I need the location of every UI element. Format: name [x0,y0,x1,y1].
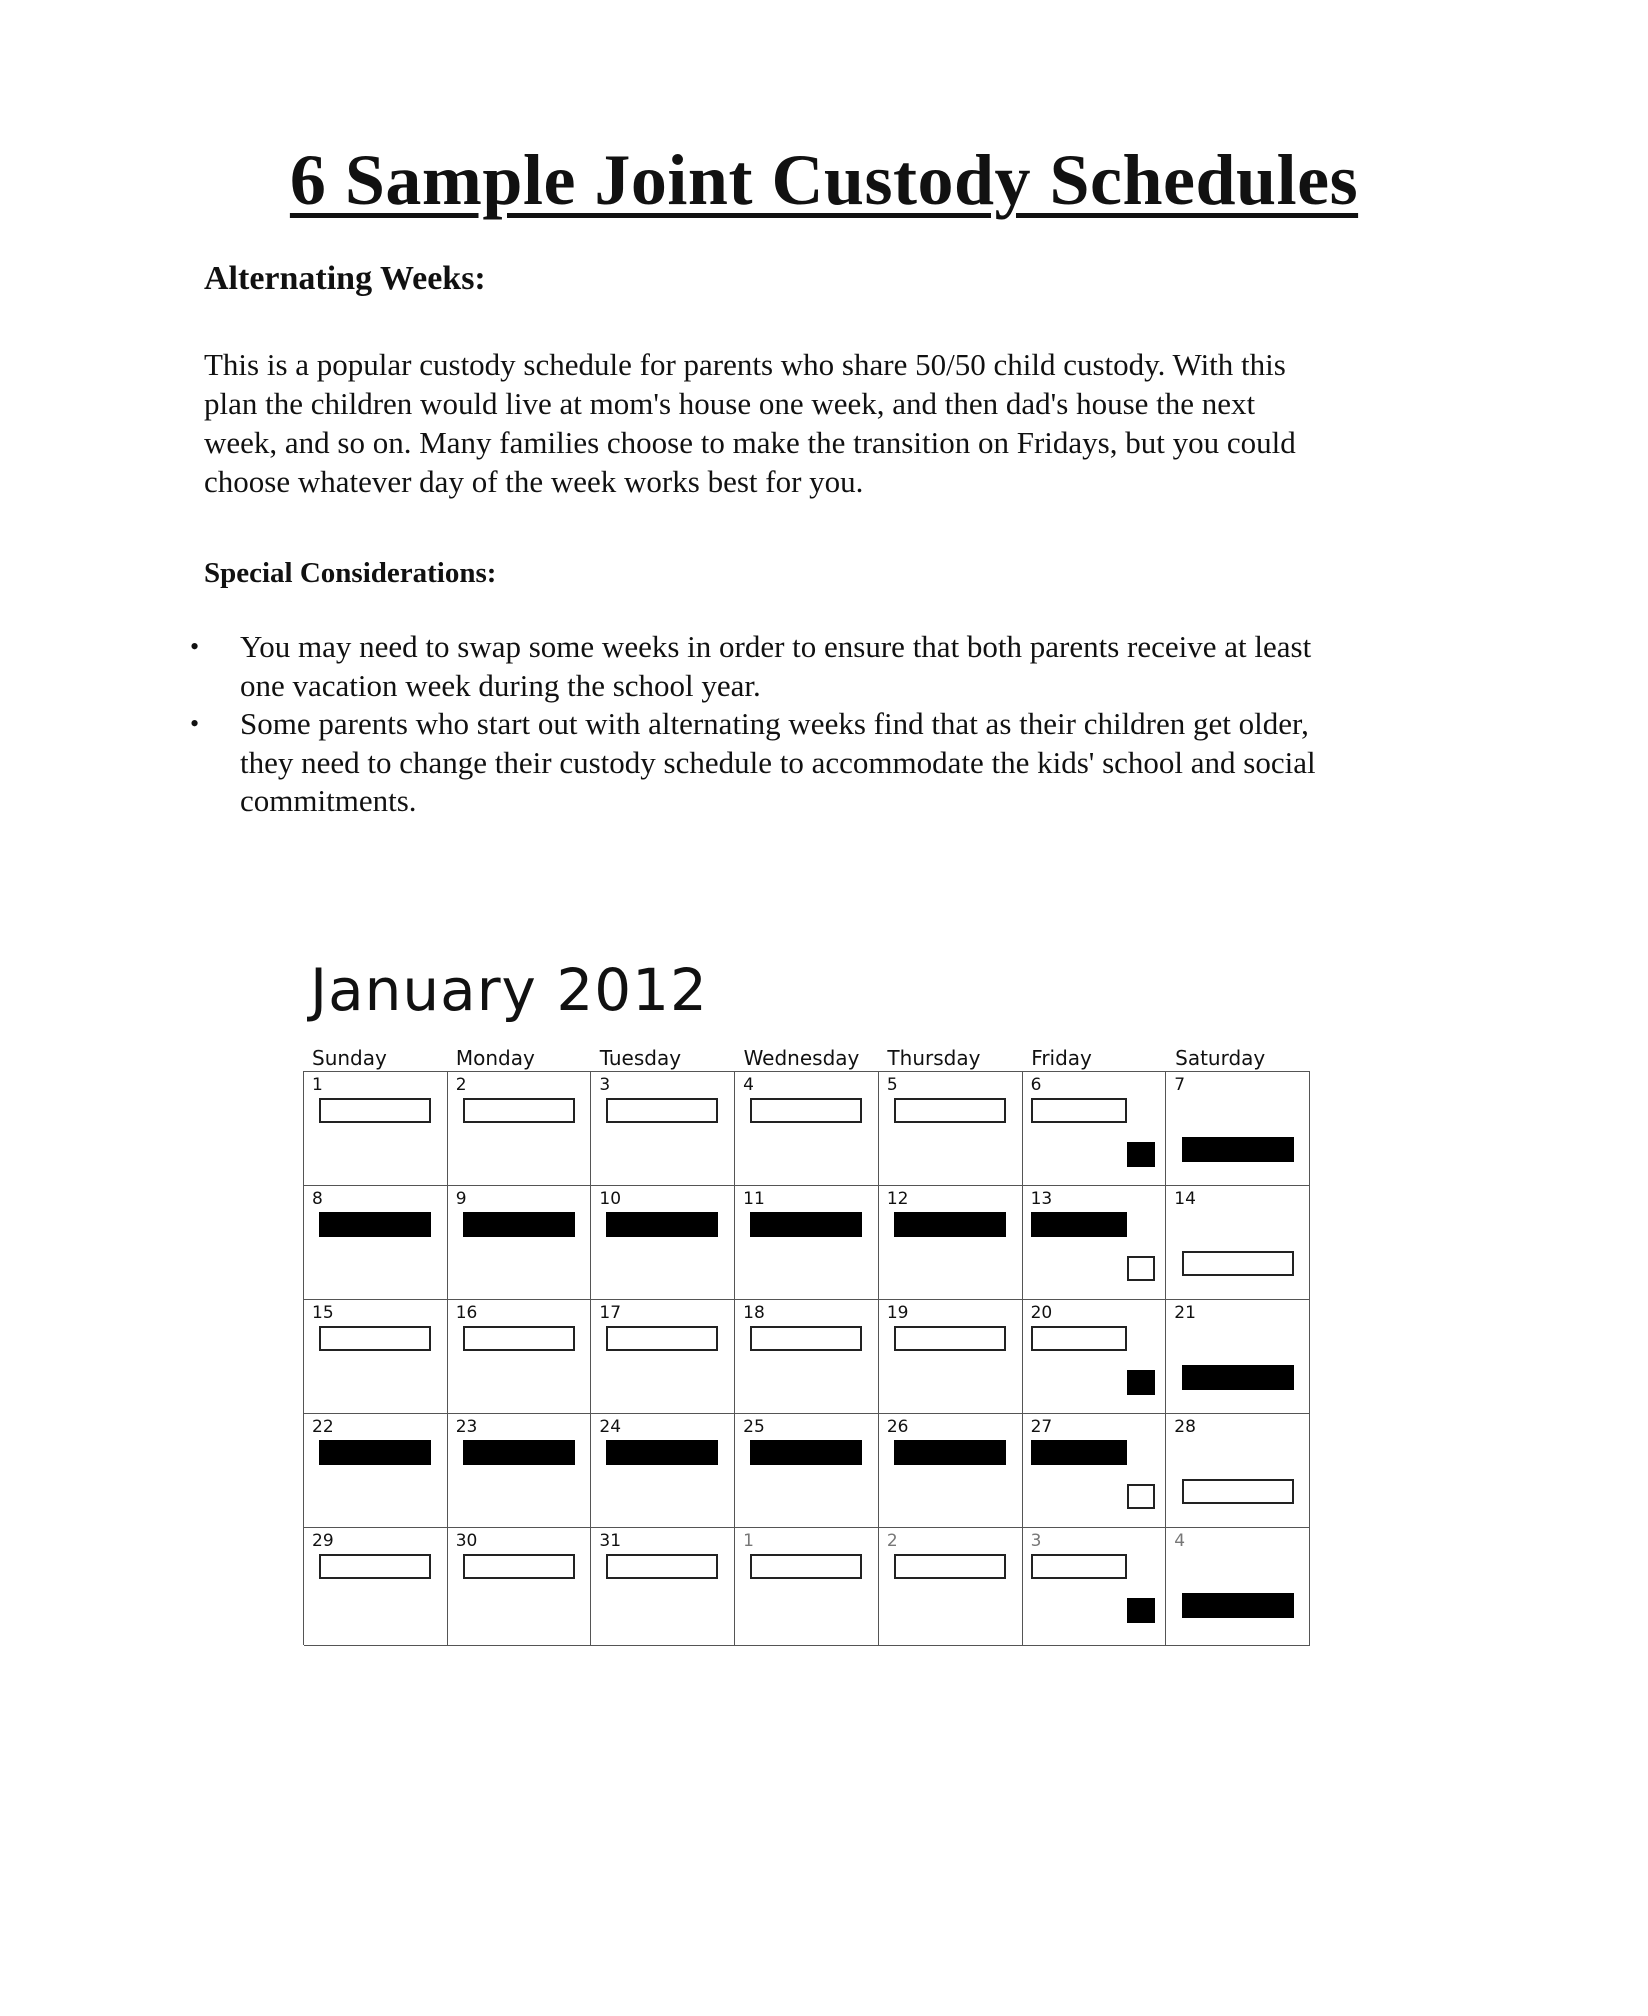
day-number: 14 [1174,1189,1196,1209]
calendar-day-cell [304,1186,448,1300]
weekday-label: Friday [1031,1046,1092,1070]
calendar-day-cell [591,1528,735,1646]
custody-bar-filled [606,1440,718,1465]
custody-bar-empty [1182,1479,1294,1504]
calendar-day-cell [448,1186,592,1300]
day-number: 3 [599,1075,611,1095]
calendar-day-cell [448,1528,592,1646]
day-number: 26 [886,1417,909,1437]
day-number: 12 [886,1189,909,1209]
calendar-day-cell [879,1186,1023,1300]
calendar-day-cell [879,1528,1023,1646]
day-number: 27 [1030,1417,1053,1437]
calendar-day-cell [1166,1186,1310,1300]
day-number: 18 [743,1303,765,1323]
day-number: 22 [312,1417,334,1437]
calendar-day-cell [591,1414,735,1528]
custody-bar-empty [894,1326,1006,1351]
day-number: 2 [455,1075,467,1095]
calendar-day-cell [879,1414,1023,1528]
page-title: 6 Sample Joint Custody Schedules [289,140,1359,220]
day-number: 19 [886,1303,909,1323]
bullet-line: they need to change their custody schedule to accommodate the kids' school and social [240,744,1316,780]
calendar-day-cell [591,1186,735,1300]
custody-bar-empty [1182,1251,1294,1276]
weekday-label: Saturday [1175,1046,1266,1070]
day-number: 24 [599,1417,622,1437]
custody-bar-empty [750,1098,862,1123]
calendar-day-cell [1166,1072,1310,1186]
calendar-day-cell [304,1414,448,1528]
custody-bar-filled [750,1440,862,1465]
custody-bar-empty [319,1326,431,1351]
calendar-day-cell [1023,1186,1167,1300]
day-number: 3 [1030,1531,1042,1551]
intro-line: week, and so on. Many families choose to make the transition on Fridays, but you could [204,425,1296,460]
calendar-day-cell [879,1300,1023,1414]
calendar-day-cell [735,1414,879,1528]
day-number: 9 [455,1189,467,1209]
calendar-day-cell [448,1414,592,1528]
day-number: 4 [743,1075,754,1095]
weekday-label: Wednesday [743,1046,860,1070]
custody-bar-empty [750,1326,862,1351]
custody-bar-filled [894,1212,1006,1237]
day-number: 8 [312,1189,323,1209]
calendar-day-cell [304,1528,448,1646]
bullet-line: Some parents who start out with alternating weeks find that as their children get older, [240,706,1309,741]
day-number: 2 [886,1531,898,1551]
list-item [186,705,1416,821]
custody-bar-filled [1031,1440,1127,1465]
calendar-day-cell [448,1072,592,1186]
calendar-day-cell [591,1300,735,1414]
custody-bar-filled [1127,1370,1155,1395]
bullet-line: commitments. [240,783,417,818]
calendar-day-cell [304,1072,448,1186]
intro-line: plan the children would live at mom's house one week, and then dad's house the next [204,386,1256,421]
custody-bar-empty [1031,1326,1127,1351]
calendar-day-cell [735,1186,879,1300]
calendar-day-cell [1023,1414,1167,1528]
calendar-day-cell [1023,1300,1167,1414]
day-number: 5 [886,1075,898,1095]
list-item [186,628,1416,705]
calendar-title: January 2012 [310,956,708,1024]
custody-bar-empty [894,1554,1006,1579]
bullet-icon: • [190,632,200,661]
bullet-line: one vacation week during the school year. [240,667,761,703]
considerations-list [186,628,1416,821]
custody-bar-filled [894,1440,1006,1465]
calendar-day-cell [1166,1300,1310,1414]
intro-line: choose whatever day of the week works best for you. [204,464,864,499]
custody-bar-empty [606,1098,718,1123]
day-number: 7 [1174,1075,1186,1095]
day-number: 31 [599,1531,622,1551]
calendar-day-cell [879,1072,1023,1186]
custody-bar-filled [319,1212,431,1237]
calendar-day-cell [1023,1528,1167,1646]
calendar-day-cell [304,1300,448,1414]
day-number: 1 [312,1075,323,1095]
sub-heading: Special Considerations: [204,557,497,589]
calendar-day-cell [1023,1072,1167,1186]
custody-bar-filled [606,1212,718,1237]
day-number: 13 [1030,1189,1053,1209]
custody-bar-empty [894,1098,1006,1123]
custody-bar-empty [606,1554,718,1579]
intro-paragraph [204,345,1444,501]
weekday-label: Monday [455,1046,535,1070]
custody-bar-empty [1127,1484,1155,1509]
custody-bar-empty [463,1554,575,1579]
calendar-grid [303,1071,1310,1645]
calendar-weekday-header [303,1044,1310,1072]
day-number: 6 [1030,1075,1042,1095]
custody-bar-empty [1031,1098,1127,1123]
bullet-icon: • [190,709,200,738]
custody-bar-filled [750,1212,862,1237]
day-number: 20 [1030,1303,1053,1323]
bullet-line: You may need to swap some weeks in order to ensure that both parents receive at least [240,629,1312,664]
calendar-day-cell [735,1528,879,1646]
custody-bar-empty [463,1326,575,1351]
section-heading: Alternating Weeks: [204,260,486,297]
custody-bar-filled [1182,1137,1294,1162]
day-number: 28 [1174,1417,1196,1437]
day-number: 21 [1174,1303,1196,1323]
calendar-day-cell [735,1072,879,1186]
custody-bar-empty [1127,1256,1155,1281]
day-number: 11 [743,1189,765,1209]
day-number: 1 [743,1531,754,1551]
weekday-label: Thursday [887,1046,981,1070]
custody-bar-empty [1031,1554,1127,1579]
custody-bar-filled [463,1212,575,1237]
day-number: 17 [599,1303,622,1323]
day-number: 15 [312,1303,334,1323]
day-number: 23 [455,1417,478,1437]
custody-bar-empty [319,1098,431,1123]
intro-line: This is a popular custody schedule for parents who share 50/50 child custody. With this [204,347,1286,382]
calendar-day-cell [448,1300,592,1414]
custody-bar-filled [319,1440,431,1465]
custody-bar-empty [319,1554,431,1579]
day-number: 29 [312,1531,334,1551]
day-number: 25 [743,1417,765,1437]
custody-bar-filled [1127,1142,1155,1167]
calendar-day-cell [1166,1528,1310,1646]
weekday-label: Tuesday [599,1046,682,1070]
custody-bar-empty [463,1098,575,1123]
calendar-day-cell [1166,1414,1310,1528]
custody-bar-filled [1182,1593,1294,1618]
custody-bar-filled [463,1440,575,1465]
weekday-label: Sunday [312,1046,387,1070]
day-number: 30 [455,1531,478,1551]
custody-bar-filled [1182,1365,1294,1390]
calendar-day-cell [591,1072,735,1186]
day-number: 10 [599,1189,622,1209]
custody-bar-empty [750,1554,862,1579]
day-number: 4 [1174,1531,1186,1551]
calendar-day-cell [735,1300,879,1414]
custody-bar-filled [1031,1212,1127,1237]
day-number: 16 [455,1303,478,1323]
custody-bar-filled [1127,1598,1155,1623]
custody-bar-empty [606,1326,718,1351]
